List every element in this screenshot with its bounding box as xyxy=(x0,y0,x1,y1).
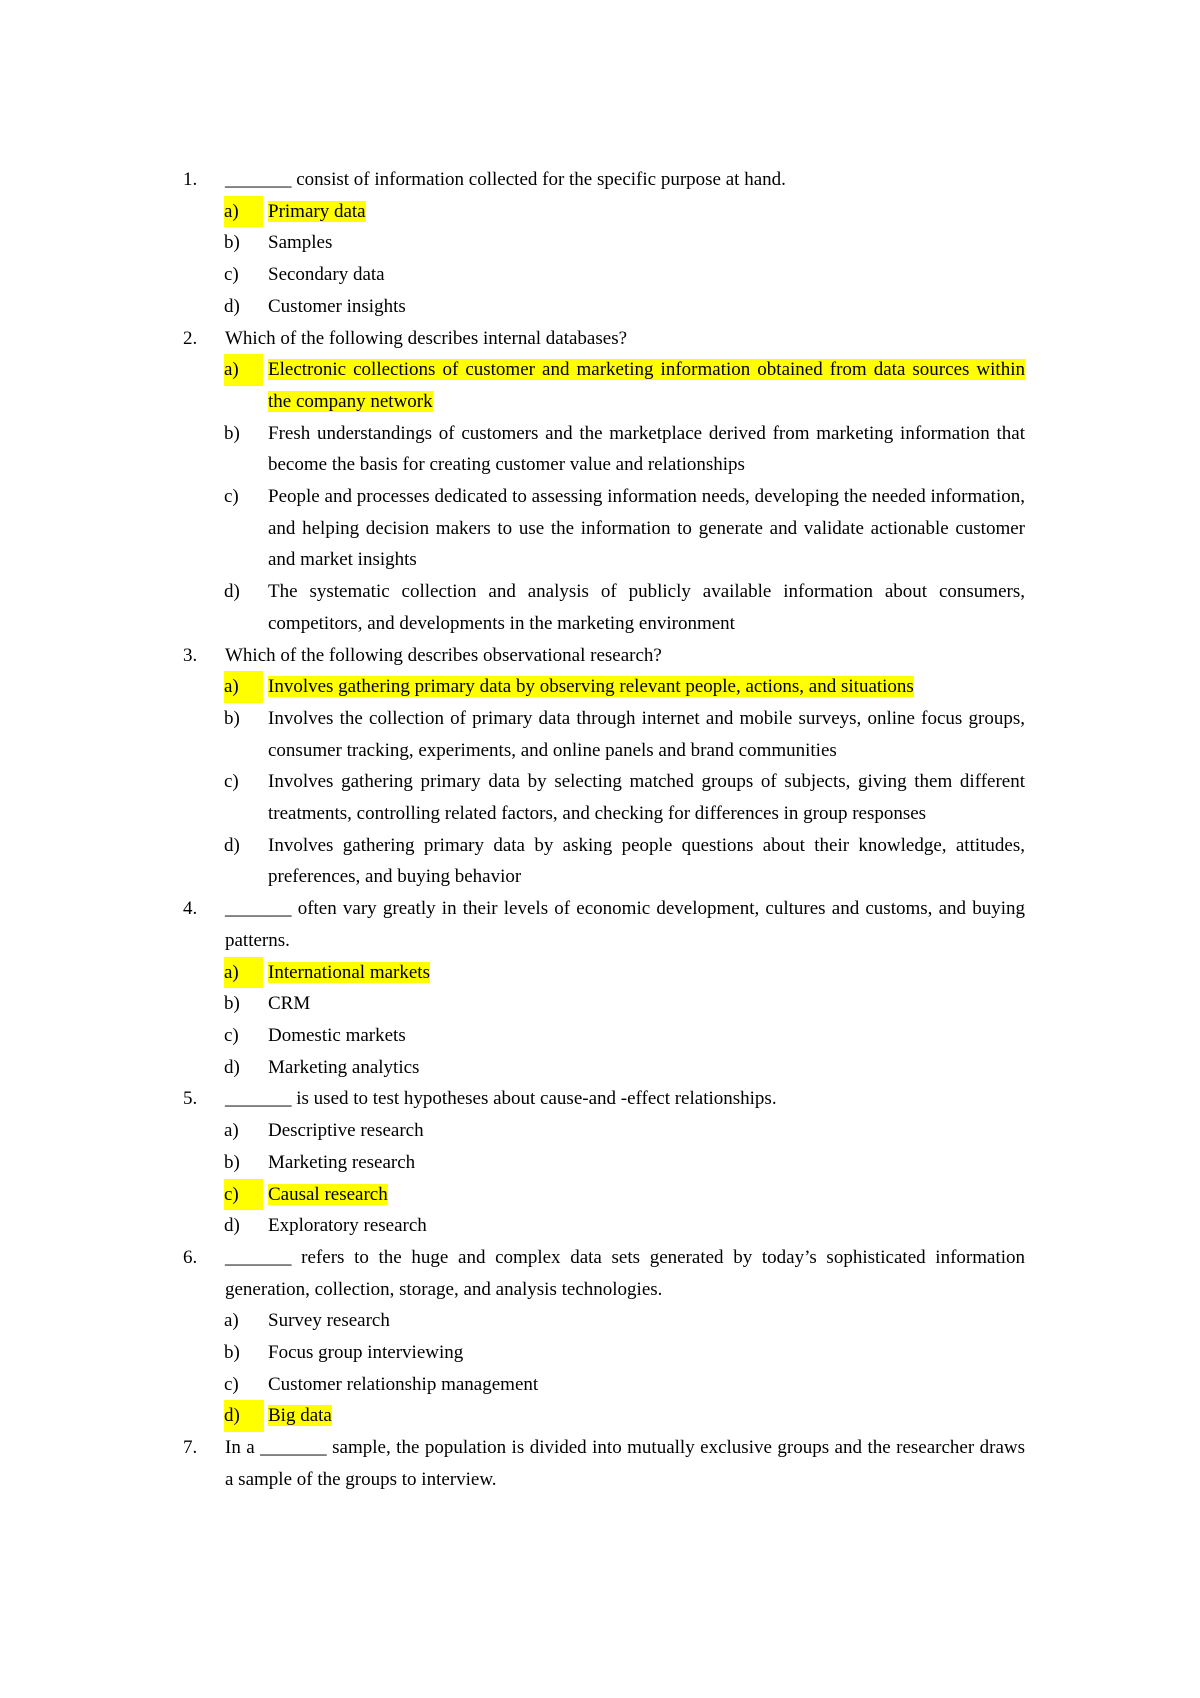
option-1c xyxy=(0,259,1025,291)
question-number: 1. xyxy=(183,169,198,190)
option-letter: b) xyxy=(224,1342,240,1364)
option-text: Secondary data xyxy=(268,264,385,286)
quiz-list xyxy=(0,164,1200,1496)
option-text: Exploratory research xyxy=(268,1215,427,1237)
option-text: Involves the collection of primary data through internet and mobile surveys, online focus groups, consumer tracking, experiments, and online panels and brand communities xyxy=(268,707,1025,761)
question-text: _______ often vary greatly in their levels of economic development, cultures and customs, and buying patterns. xyxy=(225,898,1025,951)
option-text: Descriptive research xyxy=(268,1120,424,1142)
option-letter: c) xyxy=(224,1179,263,1211)
question-5 xyxy=(0,1083,1025,1115)
question-text: _______ refers to the huge and complex data sets generated by today’s sophisticated information generation, collection, storage, and analysis technologies. xyxy=(225,1246,1025,1300)
question-number: 7. xyxy=(183,1437,198,1459)
option-letter: d) xyxy=(224,295,240,317)
question-1 xyxy=(0,164,1025,196)
option-text: Marketing analytics xyxy=(268,1056,420,1078)
option-4b xyxy=(0,988,1025,1020)
option-letter: d) xyxy=(224,834,240,856)
option-text: Customer relationship management xyxy=(268,1373,539,1395)
option-letter: c) xyxy=(224,771,239,793)
option-text-correct: International markets xyxy=(268,961,430,983)
question-number: 2. xyxy=(183,327,198,349)
option-letter: a) xyxy=(224,196,263,228)
option-text: Samples xyxy=(268,232,333,254)
option-letter: d) xyxy=(224,1056,240,1078)
option-text: People and processes dedicated to assessing information needs, developing the needed information, and helping decision makers to use the information to generate and validate actionable customer and market insights xyxy=(268,486,1025,571)
option-1a xyxy=(0,196,1025,228)
option-3a xyxy=(0,671,1025,703)
option-5a xyxy=(0,1115,1025,1147)
option-text: Survey research xyxy=(268,1310,390,1332)
option-text: Involves gathering primary data by selecting matched groups of subjects, giving them different treatments, controlling related factors, and checking for differences in group responses xyxy=(268,771,1025,825)
question-number: 4. xyxy=(183,898,198,920)
option-4d xyxy=(0,1052,1025,1084)
option-2a xyxy=(0,354,1025,417)
option-3d xyxy=(0,830,1025,893)
option-5c xyxy=(0,1179,1025,1211)
question-number: 5. xyxy=(183,1088,198,1110)
question-3 xyxy=(0,640,1025,672)
option-text-correct: Primary data xyxy=(268,200,366,222)
option-letter: a) xyxy=(224,1120,239,1142)
option-text: Fresh understandings of customers and the marketplace derived from marketing information that become the basis for creating customer value and relationships xyxy=(268,422,1025,476)
question-text: Which of the following describes internal databases? xyxy=(225,327,628,349)
option-4c xyxy=(0,1020,1025,1052)
option-text: Domestic markets xyxy=(268,1024,406,1046)
option-text: Involves gathering primary data by asking people questions about their knowledge, attitudes, preferences, and buying behavior xyxy=(268,834,1025,888)
option-5b xyxy=(0,1147,1025,1179)
question-text: _______ consist of information collected for the specific purpose at hand. xyxy=(225,169,786,190)
question-6 xyxy=(0,1242,1025,1305)
question-text: In a _______ sample, the population is divided into mutually exclusive groups and the researcher draws a sample of the groups to interview. xyxy=(225,1437,1025,1490)
option-4a xyxy=(0,957,1025,989)
option-text-correct: Electronic collections of customer and marketing information obtained from data sources within the company network xyxy=(268,359,1025,412)
option-text: The systematic collection and analysis of publicly available information about consumers, competitors, and developments in the marketing environment xyxy=(268,581,1025,634)
option-text: Marketing research xyxy=(268,1151,416,1173)
option-letter: d) xyxy=(224,1400,264,1432)
option-2d xyxy=(0,576,1025,639)
option-6d xyxy=(0,1400,1025,1432)
option-text-correct: Big data xyxy=(268,1405,332,1427)
option-6a xyxy=(0,1305,1025,1337)
option-3b xyxy=(0,703,1025,766)
option-3c xyxy=(0,766,1025,829)
option-letter: b) xyxy=(224,422,240,444)
option-letter: a) xyxy=(224,1310,239,1332)
option-1b xyxy=(0,227,1025,259)
question-number: 3. xyxy=(183,644,198,666)
option-letter: b) xyxy=(224,707,240,729)
option-2c xyxy=(0,481,1025,576)
option-letter: c) xyxy=(224,264,239,286)
option-text-correct: Involves gathering primary data by observing relevant people, actions, and situations xyxy=(268,676,914,698)
option-1d xyxy=(0,291,1025,323)
option-letter: d) xyxy=(224,1215,240,1237)
option-letter: a) xyxy=(224,957,263,989)
option-letter: d) xyxy=(224,581,240,603)
option-2b xyxy=(0,418,1025,481)
option-6c xyxy=(0,1369,1025,1401)
question-text: Which of the following describes observational research? xyxy=(225,644,662,666)
option-text: CRM xyxy=(268,993,311,1015)
option-text: Focus group interviewing xyxy=(268,1342,464,1364)
option-letter: b) xyxy=(224,232,240,254)
option-5d xyxy=(0,1210,1025,1242)
option-text-correct: Causal research xyxy=(268,1183,388,1205)
option-letter: a) xyxy=(224,354,263,386)
option-letter: c) xyxy=(224,1024,239,1046)
question-4 xyxy=(0,893,1025,956)
option-letter: c) xyxy=(224,486,239,508)
option-6b xyxy=(0,1337,1025,1369)
question-7 xyxy=(0,1432,1025,1495)
question-text: _______ is used to test hypotheses about cause-and -effect relationships. xyxy=(225,1088,777,1110)
option-letter: c) xyxy=(224,1373,239,1395)
option-letter: a) xyxy=(224,671,263,703)
question-number: 6. xyxy=(183,1246,198,1268)
option-letter: b) xyxy=(224,1151,240,1173)
question-2 xyxy=(0,323,1025,355)
option-letter: b) xyxy=(224,993,240,1015)
option-text: Customer insights xyxy=(268,295,406,317)
